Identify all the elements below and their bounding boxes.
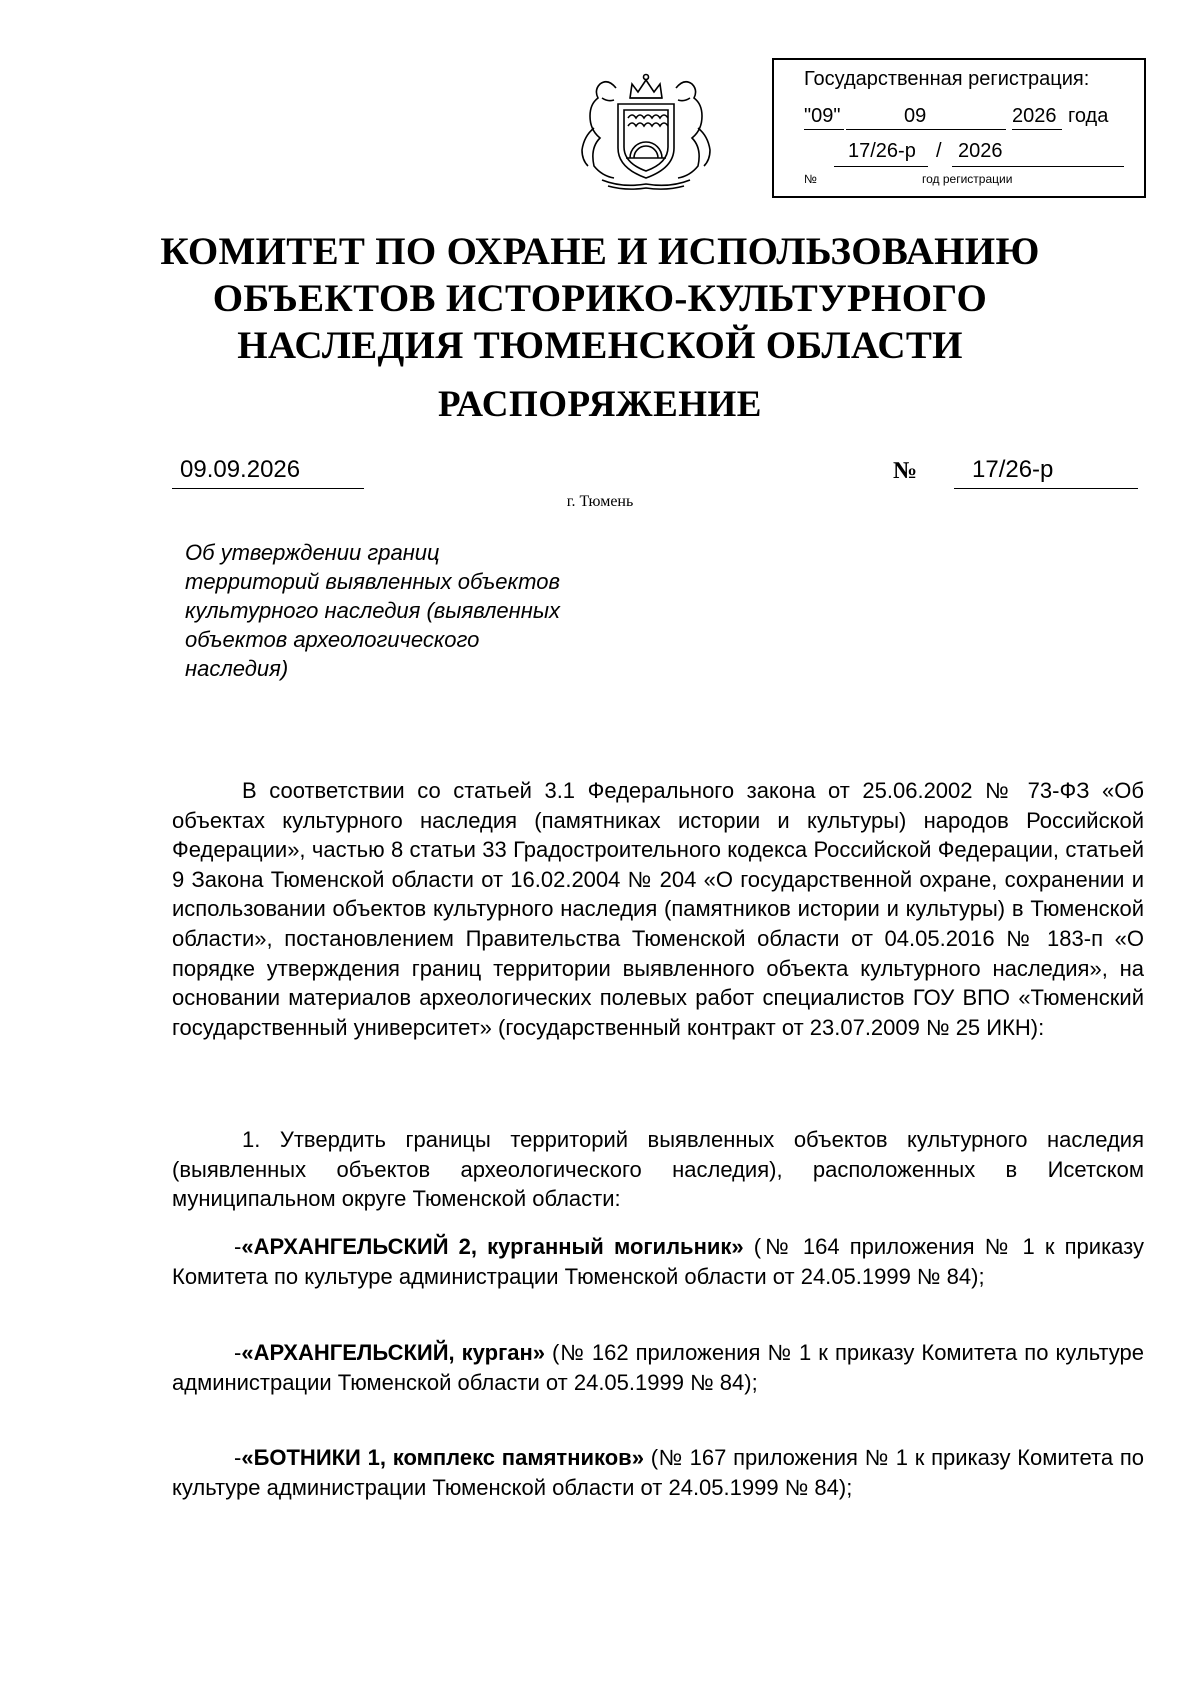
preamble-paragraph: В соответствии со статьей 3.1 Федерального закона от 25.06.2002 № 73-ФЗ «Об объектах культурного наследия (памятниках истории и культуры) народов Российской Федерации», частью 8 статьи 33 Градостроительного кодекса Российской Федерации, статьей 9 Закона Тюменской области от 16.02.2004 № 204 «О государственной охране, сохранении и использовании объектов культурного наследия (памятников истории и культуры) в Тюменской области», постановлением Правительства Тюменской области от 04.05.2016 № 183-п «О порядке утверждения границ территории выявленного объекта культурного наследия», на основании материалов археологических полевых работ специалистов ГОУ ВПО «Тюменский государственный университет» (государственный контракт от 23.07.2009 № 25 ИКН): <box>172 778 1144 1040</box>
registration-number: 17/26-р <box>848 140 916 162</box>
list-dash: - <box>234 1340 242 1365</box>
registration-number-line <box>804 140 1124 168</box>
object-name: «БОТНИКИ 1, комплекс памятников» <box>241 1445 644 1470</box>
registration-stamp <box>772 58 1146 198</box>
subject-line: территорий выявленных объектов <box>185 569 560 594</box>
coat-of-arms-icon <box>572 68 720 192</box>
object-reference: (№ 167 приложения № 1 к приказу Комитета по культуре администрации Тюменской области от 24.05.1999 № 84); <box>172 1445 1144 1500</box>
registration-slash: / <box>936 140 942 162</box>
document-date: 09.09.2026 <box>180 456 301 483</box>
object-name: «АРХАНГЕЛЬСКИЙ, курган» <box>241 1340 545 1365</box>
underline <box>952 166 1124 167</box>
underline <box>804 129 844 130</box>
list-item <box>172 1338 1144 1397</box>
list-item <box>172 1443 1144 1502</box>
point-1-paragraph: 1. Утвердить границы территорий выявленных объектов культурного наследия (выявленных объектов археологического наследия), расположенных в Исетском муниципальном округе Тюменской области: <box>172 1127 1144 1212</box>
underline <box>1012 129 1062 130</box>
list-item <box>172 1232 1144 1291</box>
subject-line: Об утверждении границ <box>185 540 440 565</box>
document-date-field <box>172 456 364 489</box>
object-reference: (№ 164 приложения № 1 к приказу Комитета по культуре администрации Тюменской области от 24.05.1999 № 84); <box>172 1234 1145 1289</box>
subject-line: наследия) <box>185 656 289 681</box>
number-sign: № <box>893 458 918 484</box>
object-reference: (№ 162 приложения № 1 к приказу Комитета по культуре администрации Тюменской области от 24.05.1999 № 84); <box>172 1340 1144 1395</box>
registration-day: "09" <box>804 105 841 127</box>
document-subject <box>185 538 655 683</box>
subject-line: объектов археологического <box>185 627 480 652</box>
organization-name-line: ОБЪЕКТОВ ИСТОРИКО-КУЛЬТУРНОГО <box>212 277 988 320</box>
organization-name <box>150 228 1050 369</box>
organization-name-line: НАСЛЕДИЯ ТЮМЕНСКОЙ ОБЛАСТИ <box>237 324 963 367</box>
list-dash: - <box>234 1445 242 1470</box>
registration-year: 2026 <box>1012 105 1057 127</box>
registration-year-suffix: года <box>1068 105 1109 127</box>
underline <box>846 129 1006 130</box>
registration-title: Государственная регистрация: <box>804 68 1090 90</box>
object-name: «АРХАНГЕЛЬСКИЙ 2, курганный могильник» <box>241 1234 744 1259</box>
organization-name-line: КОМИТЕТ ПО ОХРАНЕ И ИСПОЛЬЗОВАНИЮ <box>160 230 1040 273</box>
registration-date-line <box>804 105 1124 133</box>
underline <box>834 166 928 167</box>
document-city: г. Тюмень <box>566 493 634 510</box>
document-type-title: РАСПОРЯЖЕНИЕ <box>437 384 762 425</box>
registration-year-label: год регистрации <box>922 172 1013 186</box>
registration-labels <box>804 172 1124 190</box>
registration-number-label: № <box>804 172 817 186</box>
registration-month: 09 <box>904 105 927 127</box>
list-dash: - <box>234 1234 242 1259</box>
document-number-field <box>954 456 1138 489</box>
registration-reg-year: 2026 <box>958 140 1003 162</box>
subject-line: культурного наследия (выявленных <box>185 598 561 623</box>
document-number: 17/26-р <box>972 456 1054 483</box>
